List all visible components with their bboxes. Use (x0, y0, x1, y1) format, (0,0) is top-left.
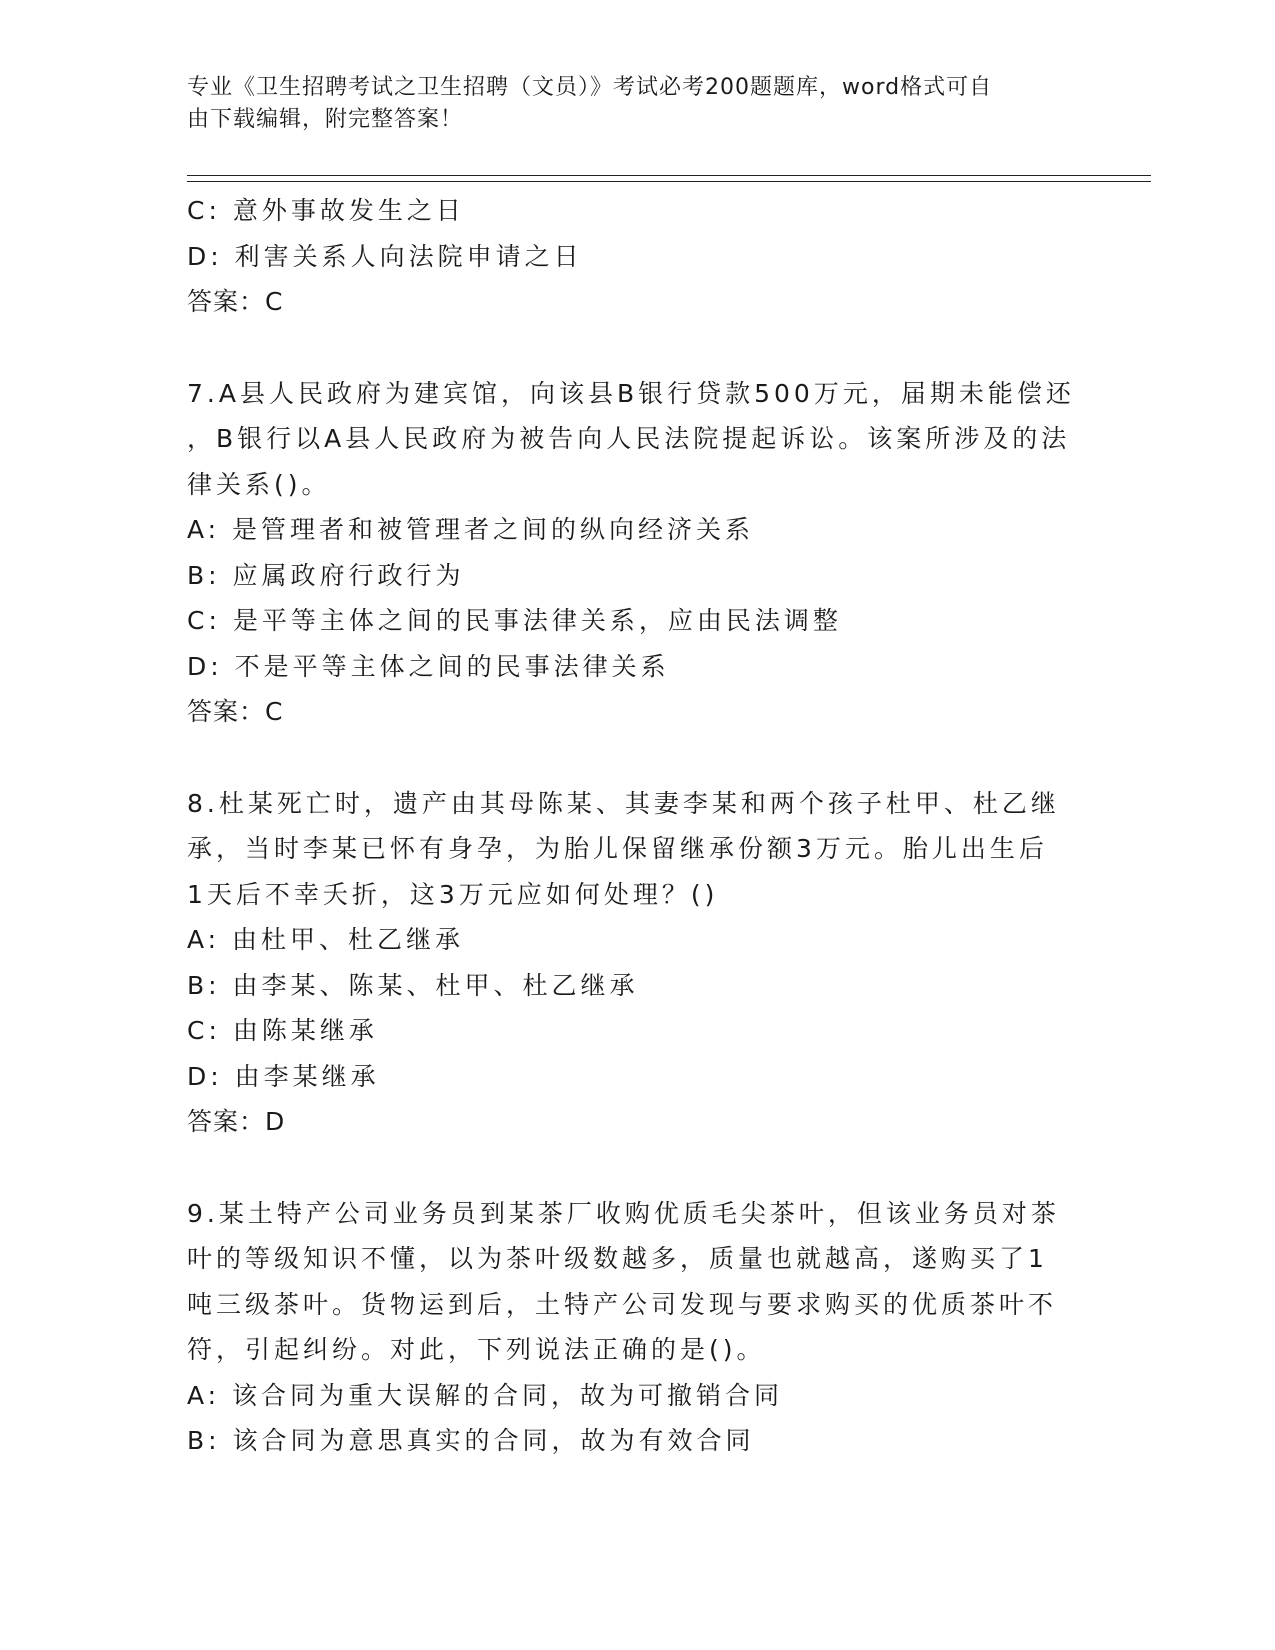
option-c: C: 由陈某继承 (187, 1016, 378, 1045)
question-stem-line: 符，引起纠纷。对此，下列说法正确的是()。 (187, 1335, 766, 1364)
document-header (187, 72, 1067, 136)
question-stem-line: 律关系()。 (187, 469, 331, 499)
question-stem-line: 承，当时李某已怀有身孕，为胎儿保留继承份额3万元。胎儿出生后 (187, 834, 1048, 863)
header-divider-bottom (187, 181, 1151, 182)
header-divider-top (187, 175, 1151, 176)
question-stem-line: 9.某土特产公司业务员到某茶厂收购优质毛尖茶叶，但该业务员对茶 (187, 1198, 1060, 1228)
option-d: D: 利害关系人向法院申请之日 (187, 241, 583, 271)
option-c: C: 意外事故发生之日 (187, 196, 465, 225)
answer: 答案：D (187, 1107, 286, 1136)
option-b: B: 应属政府行政行为 (187, 560, 465, 590)
question-stem-line: 1天后不幸夭折，这3万元应如何处理？() (187, 879, 719, 909)
option-b: B: 由李某、陈某、杜甲、杜乙继承 (187, 970, 639, 1000)
answer: 答案：C (187, 697, 284, 726)
question-7 (187, 371, 1077, 735)
question-6 (187, 188, 1077, 325)
question-9 (187, 1191, 1077, 1464)
question-stem-line: ，B银行以A县人民政府为被告向人民法院提起诉讼。该案所涉及的法 (187, 424, 1071, 453)
option-a: A: 由杜甲、杜乙继承 (187, 925, 465, 954)
header-line-1: 专业《卫生招聘考试之卫生招聘（文员）》考试必考200题题库，word格式可自 (187, 75, 993, 100)
option-a: A: 是管理者和被管理者之间的纵向经济关系 (187, 515, 755, 544)
header-line-2: 由下载编辑，附完整答案！ (187, 107, 464, 132)
option-b: B: 该合同为意思真实的合同，故为有效合同 (187, 1426, 755, 1455)
option-c: C: 是平等主体之间的民事法律关系，应由民法调整 (187, 606, 842, 635)
question-stem-line: 8.杜某死亡时，遗产由其母陈某、其妻李某和两个孩子杜甲、杜乙继 (187, 788, 1060, 818)
spacer (187, 325, 1077, 371)
spacer (187, 1145, 1077, 1191)
question-8 (187, 781, 1077, 1145)
option-d: D: 不是平等主体之间的民事法律关系 (187, 651, 670, 681)
question-stem-line: 吨三级茶叶。货物运到后，土特产公司发现与要求购买的优质茶叶不 (187, 1289, 1058, 1319)
option-d: D: 由李某继承 (187, 1061, 380, 1091)
question-stem-line: 叶的等级知识不懂，以为茶叶级数越多，质量也就越高，遂购买了1 (187, 1244, 1048, 1273)
document-body (187, 188, 1077, 1464)
answer: 答案：C (187, 287, 284, 316)
spacer (187, 735, 1077, 781)
option-a: A: 该合同为重大误解的合同，故为可撤销合同 (187, 1380, 784, 1410)
question-stem-line: 7.A县人民政府为建宾馆，向该县B银行贷款500万元，届期未能偿还 (187, 378, 1075, 408)
